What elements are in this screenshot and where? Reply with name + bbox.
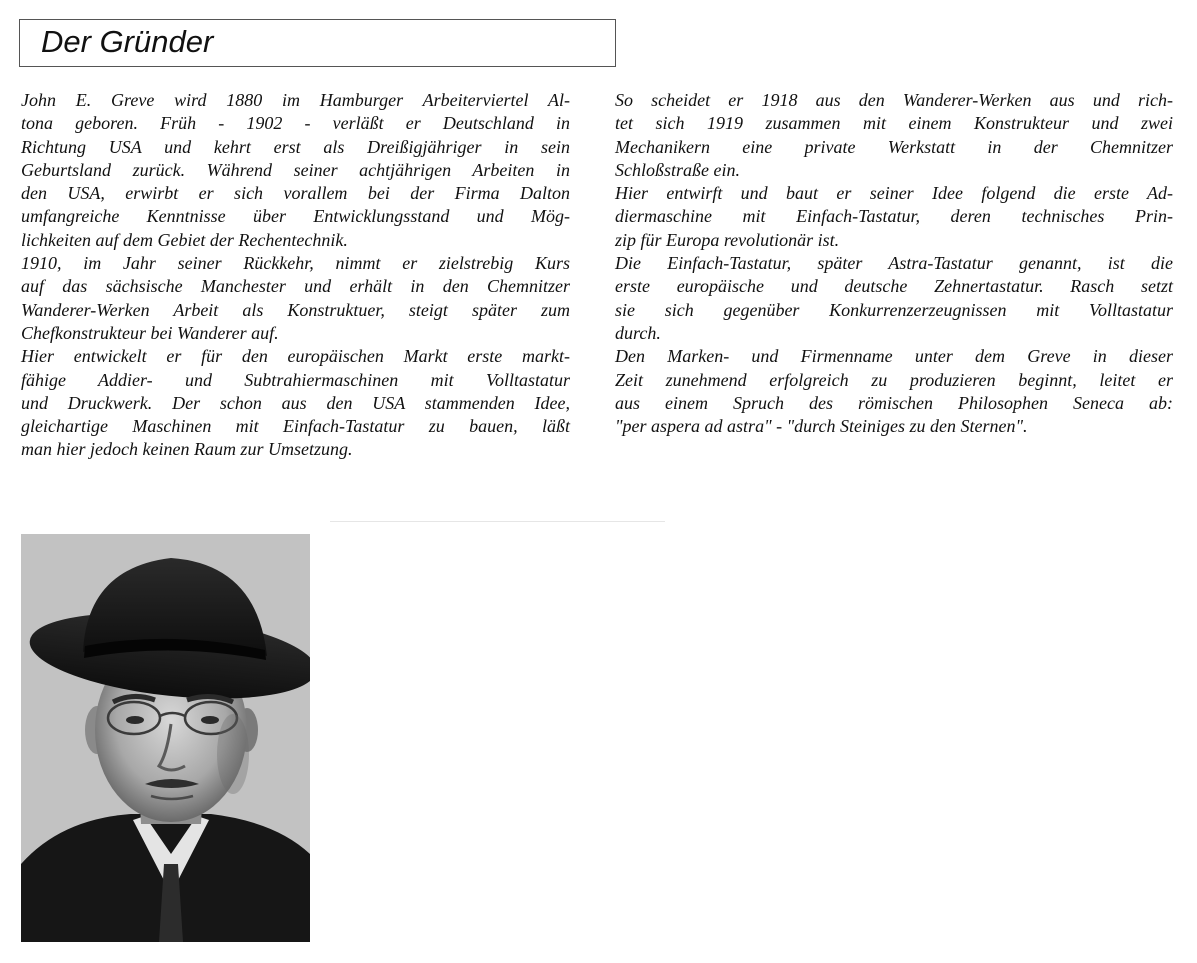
text-line: man hier jedoch keinen Raum zur Umsetzung. (21, 439, 353, 460)
text-line: erste europäische und deutsche Zehnertastatur. Rasch setzt (615, 276, 1173, 297)
text-line: fähige Addier- und Subtrahiermaschinen mit Volltastatur (21, 369, 570, 390)
text-line: Hier entwirft und baut er seiner Idee folgend die erste Ad- (615, 183, 1173, 204)
text-line: lichkeiten auf dem Gebiet der Rechentechnik. (21, 229, 348, 250)
text-line: Den Marken- und Firmenname unter dem Greve in dieser (615, 346, 1173, 367)
divider-line (330, 521, 665, 522)
text-line: auf das sächsische Manchester und erhält in den Chemnitzer (21, 276, 570, 297)
text-line: 1910, im Jahr seiner Rückkehr, nimmt er zielstrebig Kurs (21, 253, 570, 274)
right-text-column (615, 89, 1173, 438)
title-box (19, 19, 616, 67)
text-line: zip für Europa revolutionär ist. (615, 229, 840, 250)
portrait-photo (21, 534, 310, 942)
text-line: diermaschine mit Einfach-Tastatur, deren technisches Prin- (615, 206, 1173, 227)
text-line: Chefkonstrukteur bei Wanderer auf. (21, 322, 279, 343)
text-line: durch. (615, 322, 661, 343)
text-line: John E. Greve wird 1880 im Hamburger Arbeiterviertel Al- (21, 90, 570, 110)
text-line: und Druckwerk. Der schon aus den USA stammenden Idee, (21, 392, 570, 413)
text-line: Zeit zunehmend erfolgreich zu produzieren beginnt, leitet er (615, 369, 1173, 390)
text-line: Wanderer-Werken Arbeit als Konstruktuer, steigt später zum (21, 299, 570, 320)
text-line: umfangreiche Kenntnisse über Entwicklungsstand und Mög- (21, 206, 570, 227)
text-line: Hier entwickelt er für den europäischen Markt erste markt- (21, 346, 570, 367)
text-line: den USA, erwirbt er sich vorallem bei der Firma Dalton (21, 183, 570, 204)
text-line: Richtung USA und kehrt erst als Dreißigjähriger in sein (21, 136, 570, 157)
text-line: tona geboren. Früh - 1902 - verläßt er Deutschland in (21, 113, 570, 134)
text-line: Schloßstraße ein. (615, 159, 740, 180)
text-line: tet sich 1919 zusammen mit einem Konstrukteur und zwei (615, 113, 1173, 134)
text-line: gleichartige Maschinen mit Einfach-Tastatur zu bauen, läßt (21, 416, 570, 437)
text-line: Geburtsland zurück. Während seiner achtjährigen Arbeiten in (21, 159, 570, 180)
text-line: aus einem Spruch des römischen Philosophen Seneca ab: (615, 392, 1173, 413)
page-title: Der Gründer (41, 24, 214, 59)
left-text-column (21, 89, 570, 462)
text-line: "per aspera ad astra" - "durch Steiniges zu den Sternen". (615, 416, 1028, 437)
text-line: sie sich gegenüber Konkurrenzerzeugnissen mit Volltastatur (615, 299, 1173, 320)
text-line: Die Einfach-Tastatur, später Astra-Tastatur genannt, ist die (615, 253, 1173, 274)
text-line: So scheidet er 1918 aus den Wanderer-Werken aus und rich- (615, 90, 1173, 110)
text-line: Mechanikern eine private Werkstatt in der Chemnitzer (615, 136, 1173, 157)
